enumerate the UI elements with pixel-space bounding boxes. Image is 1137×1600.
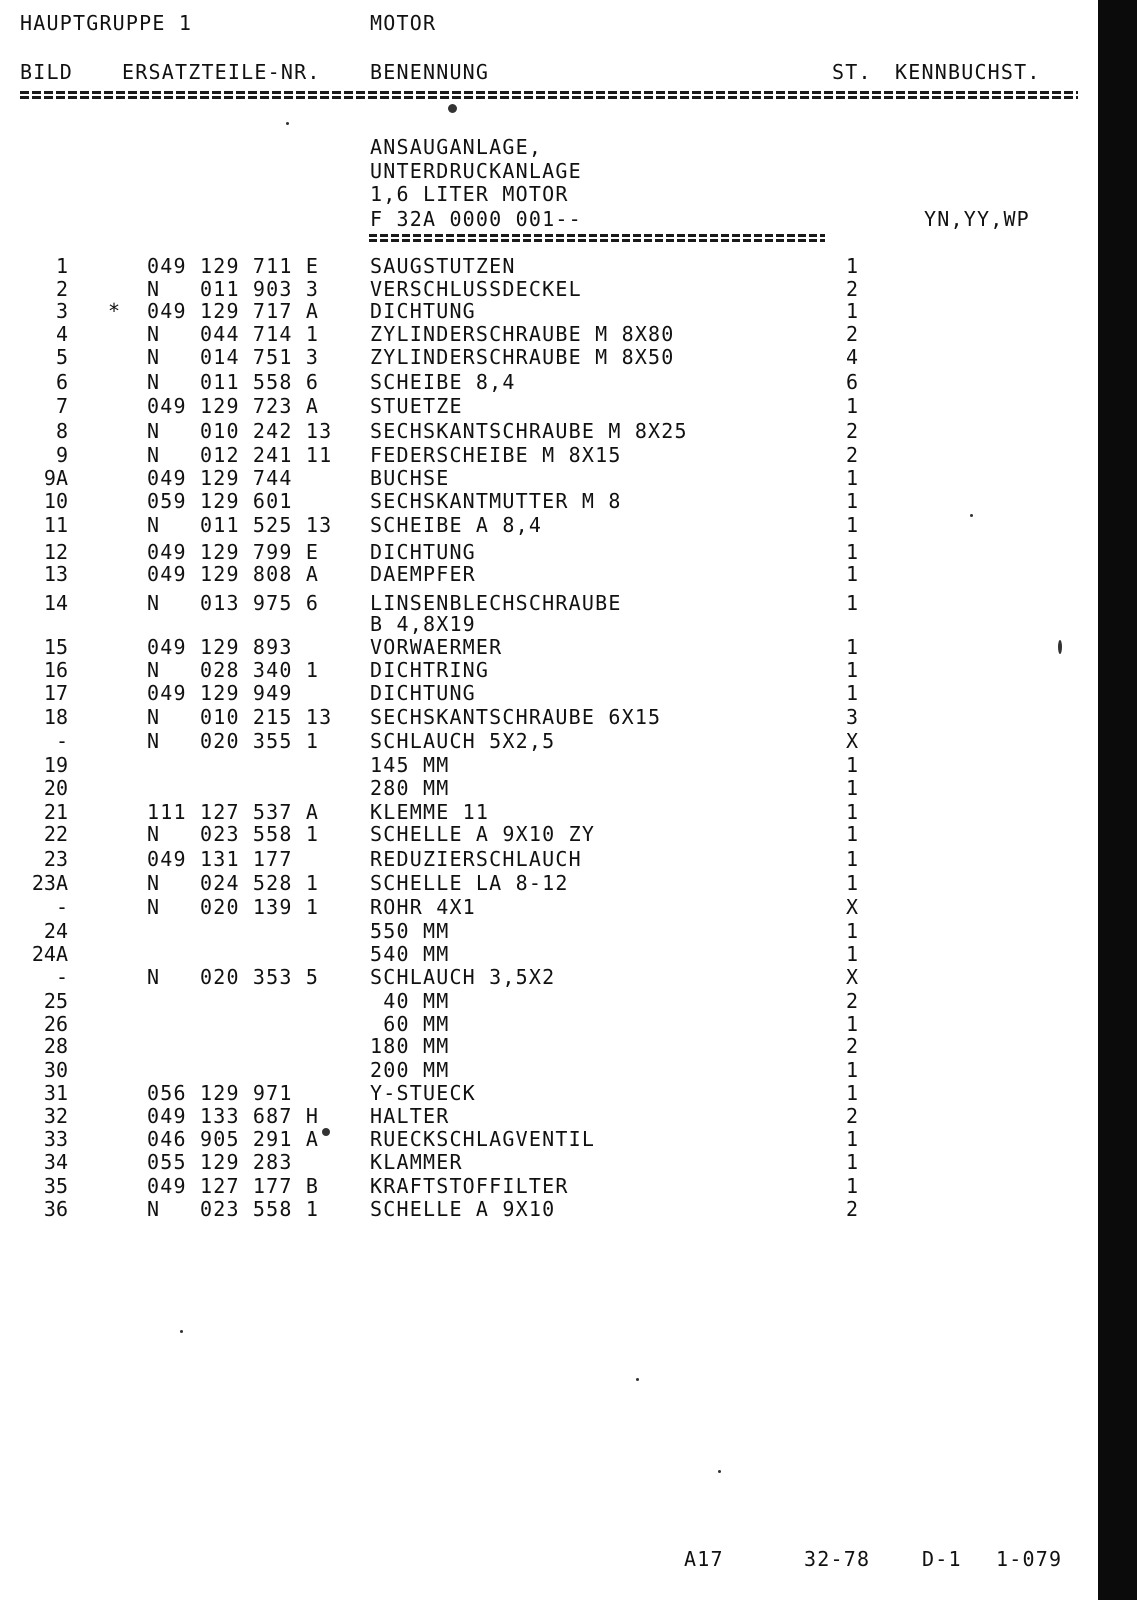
row-part-number: N 023 558 1 (147, 822, 320, 846)
footer-ref-2: D-1 (922, 1547, 962, 1571)
row-qty: 1 (846, 562, 859, 586)
footer-ref-3: 1-079 (996, 1547, 1063, 1571)
row-bild: 17 (43, 681, 68, 705)
row-name: KLAMMER (370, 1150, 463, 1174)
row-part-number: N 011 903 3 (147, 277, 320, 301)
row-qty: 1 (846, 847, 859, 871)
row-bild: 33 (43, 1127, 68, 1151)
table-row (0, 278, 1090, 300)
row-bild: 7 (55, 394, 68, 418)
row-part-number: 049 129 717 A (147, 299, 320, 323)
table-row (0, 990, 1090, 1012)
row-bild: 23A (31, 871, 68, 895)
row-qty: 6 (846, 370, 859, 394)
row-qty: 1 (846, 1012, 859, 1036)
row-name: SCHELLE LA 8-12 (370, 871, 569, 895)
row-name: 145 MM (370, 753, 450, 777)
row-qty: 2 (846, 1104, 859, 1128)
row-name: SCHELLE A 9X10 ZY (370, 822, 596, 846)
row-bild: - (55, 729, 68, 753)
row-name: 550 MM (370, 919, 450, 943)
table-row (0, 896, 1090, 918)
table-row (0, 1151, 1090, 1173)
row-bild: 30 (43, 1058, 68, 1082)
table-row (0, 943, 1090, 965)
row-name: SECHSKANTMUTTER M 8 (370, 489, 622, 513)
row-bild: 24 (43, 919, 68, 943)
row-name: FEDERSCHEIBE M 8X15 (370, 443, 622, 467)
scan-speck (180, 1330, 183, 1333)
table-row (0, 1013, 1090, 1035)
row-bild: 25 (43, 989, 68, 1013)
row-bild: 14 (43, 591, 68, 615)
row-qty: 1 (846, 1081, 859, 1105)
row-bild: 34 (43, 1150, 68, 1174)
scan-speck (970, 514, 973, 517)
row-bild: 6 (55, 370, 68, 394)
section-rule-2 (369, 239, 825, 242)
table-row (0, 592, 1090, 614)
row-part-number: 111 127 537 A (147, 800, 320, 824)
table-row (0, 754, 1090, 776)
row-name: 540 MM (370, 942, 450, 966)
row-bild: 16 (43, 658, 68, 682)
row-part-number: N 012 241 11 (147, 443, 333, 467)
row-part-number: 049 129 744 (147, 466, 293, 490)
row-name: 180 MM (370, 1034, 450, 1058)
row-qty: 1 (846, 1174, 859, 1198)
row-name: B 4,8X19 (370, 612, 476, 636)
footer-page: A17 (684, 1547, 724, 1571)
row-qty: 1 (846, 1127, 859, 1151)
row-bild: 35 (43, 1174, 68, 1198)
table-row (0, 371, 1090, 393)
table-row (0, 395, 1090, 417)
table-row (0, 1082, 1090, 1104)
table-row (0, 823, 1090, 845)
row-name: DICHTUNG (370, 299, 476, 323)
row-name: 280 MM (370, 776, 450, 800)
row-part-number: N 020 353 5 (147, 965, 320, 989)
row-qty: 1 (846, 776, 859, 800)
row-name: SECHSKANTSCHRAUBE 6X15 (370, 705, 662, 729)
row-qty: 1 (846, 299, 859, 323)
table-row (0, 1059, 1090, 1081)
row-name: SAUGSTUTZEN (370, 254, 516, 278)
table-row (0, 801, 1090, 823)
row-qty: 1 (846, 254, 859, 278)
row-name: SECHSKANTSCHRAUBE M 8X25 (370, 419, 688, 443)
row-name: 60 MM (370, 1012, 450, 1036)
row-bild: - (55, 895, 68, 919)
table-row (0, 490, 1090, 512)
row-name: REDUZIERSCHLAUCH (370, 847, 582, 871)
row-name: SCHLAUCH 3,5X2 (370, 965, 556, 989)
table-row (0, 636, 1090, 658)
table-row (0, 659, 1090, 681)
row-part-number: N 044 714 1 (147, 322, 320, 346)
row-qty: 1 (846, 942, 859, 966)
row-bild: 11 (43, 513, 68, 537)
row-part-number: N 010 215 13 (147, 705, 333, 729)
row-bild: - (55, 965, 68, 989)
row-qty: 4 (846, 345, 859, 369)
row-part-number: N 020 139 1 (147, 895, 320, 919)
row-qty: 1 (846, 800, 859, 824)
row-part-number: N 011 558 6 (147, 370, 320, 394)
row-name: LINSENBLECHSCHRAUBE (370, 591, 622, 615)
row-part-number: 049 129 808 A (147, 562, 320, 586)
row-name: VERSCHLUSSDECKEL (370, 277, 582, 301)
row-qty: X (846, 729, 859, 753)
row-bild: 31 (43, 1081, 68, 1105)
row-part-number: 049 129 949 (147, 681, 293, 705)
scan-speck (322, 1128, 330, 1136)
row-name: HALTER (370, 1104, 450, 1128)
row-part-number: 046 905 291 A (147, 1127, 320, 1151)
row-qty: 1 (846, 871, 859, 895)
row-qty: X (846, 895, 859, 919)
row-name: DICHTUNG (370, 540, 476, 564)
row-part-number: N 014 751 3 (147, 345, 320, 369)
row-part-number: 049 129 711 E (147, 254, 320, 278)
row-qty: 1 (846, 635, 859, 659)
table-row (0, 1175, 1090, 1197)
row-part-number: 049 127 177 B (147, 1174, 320, 1198)
row-qty: 1 (846, 489, 859, 513)
row-bild: 1 (55, 254, 68, 278)
row-bild: 36 (43, 1197, 68, 1221)
row-qty: 1 (846, 681, 859, 705)
row-qty: 2 (846, 419, 859, 443)
table-row (0, 420, 1090, 442)
group-label: HAUPTGRUPPE 1 (20, 11, 193, 35)
col-header-qty: ST. (832, 60, 872, 84)
row-name: DICHTRING (370, 658, 490, 682)
table-row (0, 300, 1090, 322)
row-bild: 23 (43, 847, 68, 871)
scan-speck (1058, 640, 1062, 654)
section-title-3: 1,6 LITER MOTOR (370, 182, 569, 206)
row-name: DICHTUNG (370, 681, 476, 705)
row-name: 40 MM (370, 989, 450, 1013)
row-bild: 21 (43, 800, 68, 824)
section-title-1: ANSAUGANLAGE, (370, 135, 543, 159)
scan-speck (636, 1378, 639, 1381)
row-qty: 2 (846, 1034, 859, 1058)
row-name: RUECKSCHLAGVENTIL (370, 1127, 596, 1151)
row-qty: 1 (846, 1058, 859, 1082)
row-part-number: 049 129 723 A (147, 394, 320, 418)
table-row (0, 1035, 1090, 1057)
row-bild: 15 (43, 635, 68, 659)
scan-speck (448, 104, 457, 113)
table-row (0, 563, 1090, 585)
row-name: BUCHSE (370, 466, 450, 490)
row-name: STUETZE (370, 394, 463, 418)
row-name: Y-STUECK (370, 1081, 476, 1105)
row-name: SCHLAUCH 5X2,5 (370, 729, 556, 753)
row-part-number: 059 129 601 (147, 489, 293, 513)
col-header-code: KENNBUCHST. (895, 60, 1041, 84)
row-qty: 1 (846, 1150, 859, 1174)
row-part-number: 056 129 971 (147, 1081, 293, 1105)
row-marker: * (108, 299, 121, 323)
table-row (0, 872, 1090, 894)
scan-speck (718, 1470, 721, 1473)
group-name: MOTOR (370, 11, 437, 35)
row-bild: 9 (55, 443, 68, 467)
row-name: ZYLINDERSCHRAUBE M 8X80 (370, 322, 675, 346)
row-qty: 2 (846, 322, 859, 346)
row-name: 200 MM (370, 1058, 450, 1082)
table-row (0, 444, 1090, 466)
row-qty: 2 (846, 277, 859, 301)
table-row (0, 730, 1090, 752)
row-qty: 1 (846, 466, 859, 490)
table-row (0, 706, 1090, 728)
row-bild: 19 (43, 753, 68, 777)
row-part-number: N 024 528 1 (147, 871, 320, 895)
row-bild: 13 (43, 562, 68, 586)
table-row (0, 848, 1090, 870)
table-row (0, 323, 1090, 345)
row-part-number: 049 129 799 E (147, 540, 320, 564)
table-row (0, 514, 1090, 536)
row-part-number: N 023 558 1 (147, 1197, 320, 1221)
row-qty: 3 (846, 705, 859, 729)
row-bild: 26 (43, 1012, 68, 1036)
row-part-number: 049 133 687 H (147, 1104, 320, 1128)
row-bild: 28 (43, 1034, 68, 1058)
row-qty: 2 (846, 443, 859, 467)
section-title-4: F 32A 0000 001-- (370, 207, 582, 231)
row-bild: 32 (43, 1104, 68, 1128)
footer-ref-1: 32-78 (804, 1547, 871, 1571)
row-bild: 12 (43, 540, 68, 564)
row-name: ZYLINDERSCHRAUBE M 8X50 (370, 345, 675, 369)
row-qty: 1 (846, 753, 859, 777)
row-bild: 9A (43, 466, 68, 490)
row-qty: 1 (846, 394, 859, 418)
header-rule-top (20, 91, 1078, 94)
row-name: DAEMPFER (370, 562, 476, 586)
row-bild: 24A (31, 942, 68, 966)
row-qty: 1 (846, 658, 859, 682)
row-qty: 2 (846, 989, 859, 1013)
row-part-number: N 013 975 6 (147, 591, 320, 615)
row-part-number: 055 129 283 (147, 1150, 293, 1174)
row-name: KRAFTSTOFFILTER (370, 1174, 569, 1198)
section-codes: YN,YY,WP (924, 207, 1030, 231)
row-part-number: 049 129 893 (147, 635, 293, 659)
section-title-2: UNTERDRUCKANLAGE (370, 159, 582, 183)
row-qty: 2 (846, 1197, 859, 1221)
header-rule-bottom (20, 96, 1078, 99)
table-row (0, 541, 1090, 563)
row-name: KLEMME 11 (370, 800, 490, 824)
table-row (0, 1128, 1090, 1150)
table-row (0, 1198, 1090, 1220)
row-name: VORWAERMER (370, 635, 503, 659)
table-row (0, 467, 1090, 489)
row-qty: X (846, 965, 859, 989)
row-qty: 1 (846, 591, 859, 615)
row-name: SCHELLE A 9X10 (370, 1197, 556, 1221)
table-row (0, 613, 1090, 635)
row-bild: 22 (43, 822, 68, 846)
table-row (0, 777, 1090, 799)
scan-edge-black-bar (1098, 0, 1137, 1600)
row-bild: 5 (55, 345, 68, 369)
col-header-bild: BILD (20, 60, 73, 84)
table-row (0, 682, 1090, 704)
table-row (0, 966, 1090, 988)
row-bild: 20 (43, 776, 68, 800)
row-part-number: N 020 355 1 (147, 729, 320, 753)
section-rule-1 (369, 234, 825, 237)
row-part-number: N 010 242 13 (147, 419, 333, 443)
table-row (0, 346, 1090, 368)
row-name: SCHEIBE 8,4 (370, 370, 516, 394)
row-bild: 8 (55, 419, 68, 443)
row-part-number: 049 131 177 (147, 847, 293, 871)
table-row (0, 920, 1090, 942)
row-qty: 1 (846, 822, 859, 846)
row-bild: 10 (43, 489, 68, 513)
table-row (0, 255, 1090, 277)
row-qty: 1 (846, 540, 859, 564)
row-bild: 2 (55, 277, 68, 301)
row-bild: 4 (55, 322, 68, 346)
row-bild: 3 (55, 299, 68, 323)
row-name: ROHR 4X1 (370, 895, 476, 919)
row-part-number: N 011 525 13 (147, 513, 333, 537)
row-part-number: N 028 340 1 (147, 658, 320, 682)
scan-speck (286, 122, 289, 125)
row-name: SCHEIBE A 8,4 (370, 513, 543, 537)
col-header-part: ERSATZTEILE-NR. (122, 60, 321, 84)
row-bild: 18 (43, 705, 68, 729)
row-qty: 1 (846, 919, 859, 943)
col-header-name: BENENNUNG (370, 60, 490, 84)
table-row (0, 1105, 1090, 1127)
row-qty: 1 (846, 513, 859, 537)
